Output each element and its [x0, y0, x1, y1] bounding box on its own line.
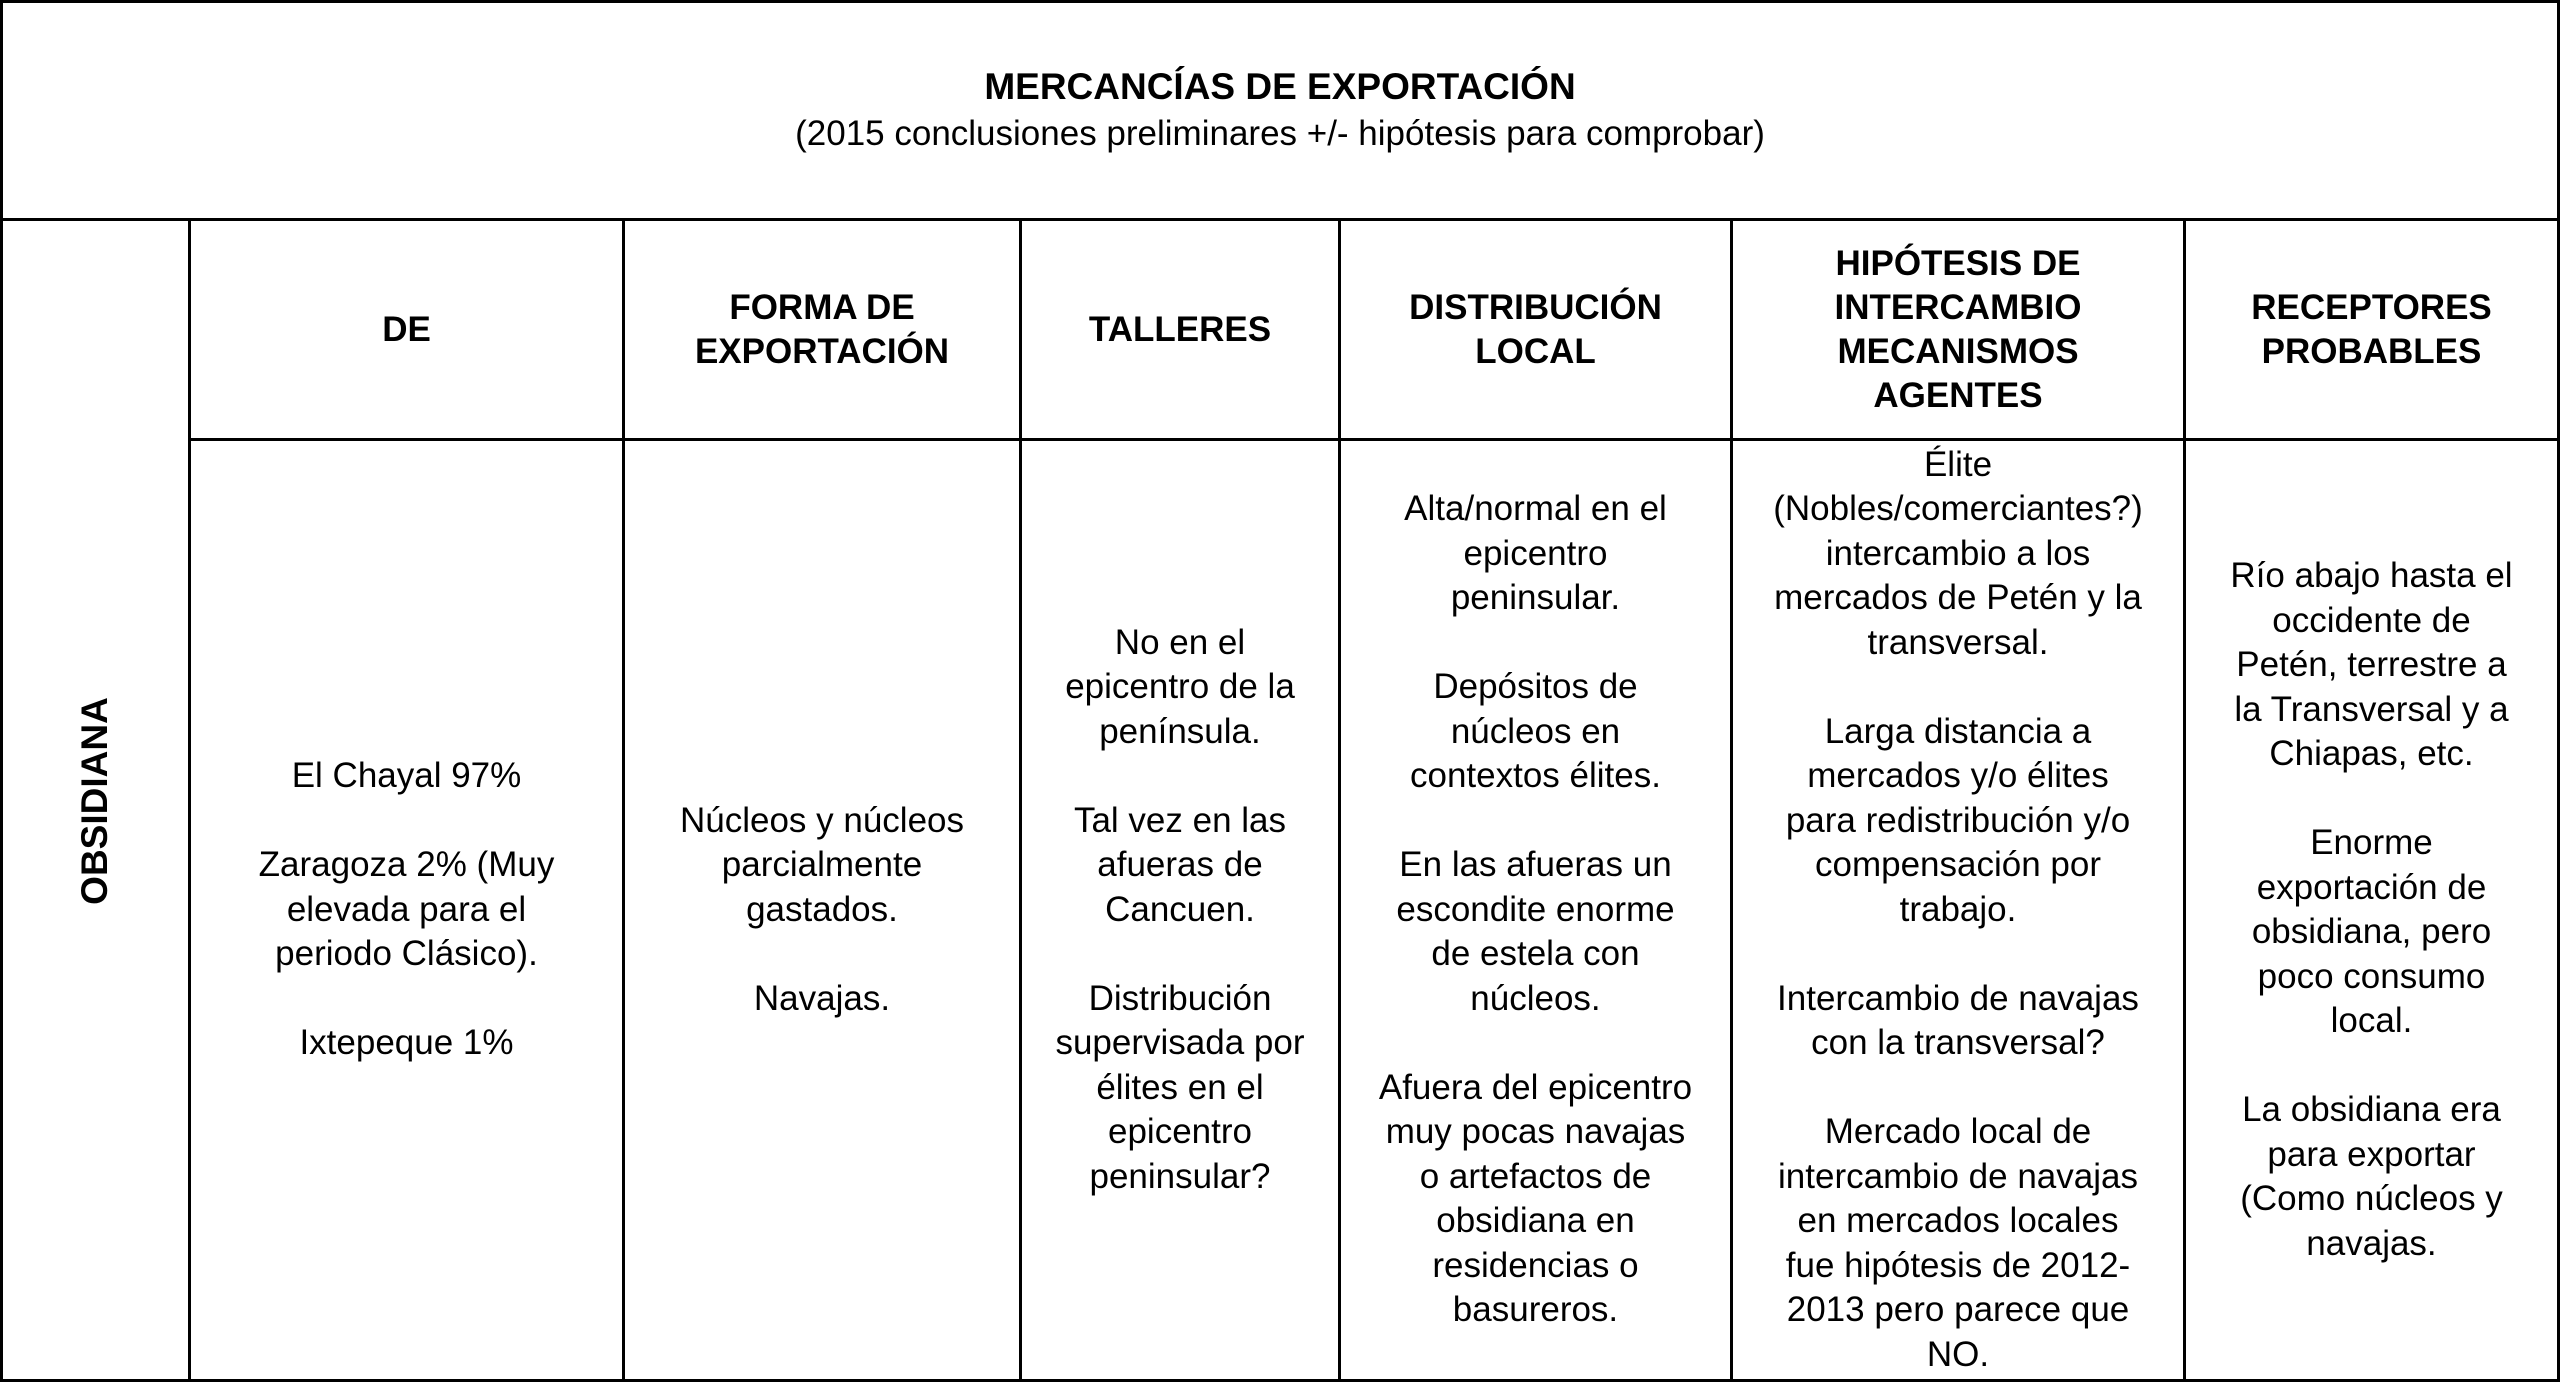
cell-talleres: No en el epicentro de la península. Tal vez en las afueras de Cancuen. Distribución supervisada por élites en el epicentro peninsular? [1055, 622, 1305, 1196]
header-hipotesis-intercambio: HIPÓTESIS DE INTERCAMBIO MECANISMOS AGENTES [1834, 243, 2082, 415]
cell-de: El Chayal 97% Zaragoza 2% (Muy elevada para el periodo Clásico). Ixtepeque 1% [258, 756, 555, 1063]
cell-distribucion-local: Alta/normal en el epicentro peninsular. Depósitos de núcleos en contextos élites. En las afueras un escondite enorme de estela con núcleos. Afuera del epicentro muy pocas navajas o artefactos de obsidiana en residencias o basureros. [1378, 489, 1693, 1330]
header-de: DE [382, 309, 431, 349]
cell-forma-de-exportacion: Núcleos y núcleos parcialmente gastados. Navajas. [679, 800, 965, 1018]
row-label: OBSIDIANA [74, 697, 115, 905]
table-title: MERCANCÍAS DE EXPORTACIÓN [984, 66, 1576, 107]
header-talleres: TALLERES [1088, 309, 1272, 349]
cell-hipotesis-intercambio: Élite (Nobles/comerciantes?) intercambio a los mercados de Petén y la transversal. Larga distancia a mercados y/o élites para redistribución y/o compensación por trabajo. Intercambio de navajas con la transversal? Mercado local de intercambio de navajas en mercados locales fue hipótesis de 2012- 2013 pero parece que NO. [1773, 444, 2143, 1374]
cell-receptores-probables: Río abajo hasta el occidente de Petén, terrestre a la Transversal y a Chiapas, etc. Enorme exportación de obsidiana, pero poco consumo local. La obsidiana era para exportar (Como núcleos y navajas. [2230, 556, 2513, 1263]
header-forma-de-exportacion: FORMA DE EXPORTACIÓN [694, 287, 950, 371]
header-receptores-probables: RECEPTORES PROBABLES [2251, 287, 2492, 371]
row-label-cell [0, 220, 190, 1382]
table-subtitle: (2015 conclusiones preliminares +/- hipótesis para comprobar) [795, 114, 1765, 153]
header-distribucion-local: DISTRIBUCIÓN LOCAL [1409, 287, 1662, 371]
table-title-block [0, 0, 2560, 220]
